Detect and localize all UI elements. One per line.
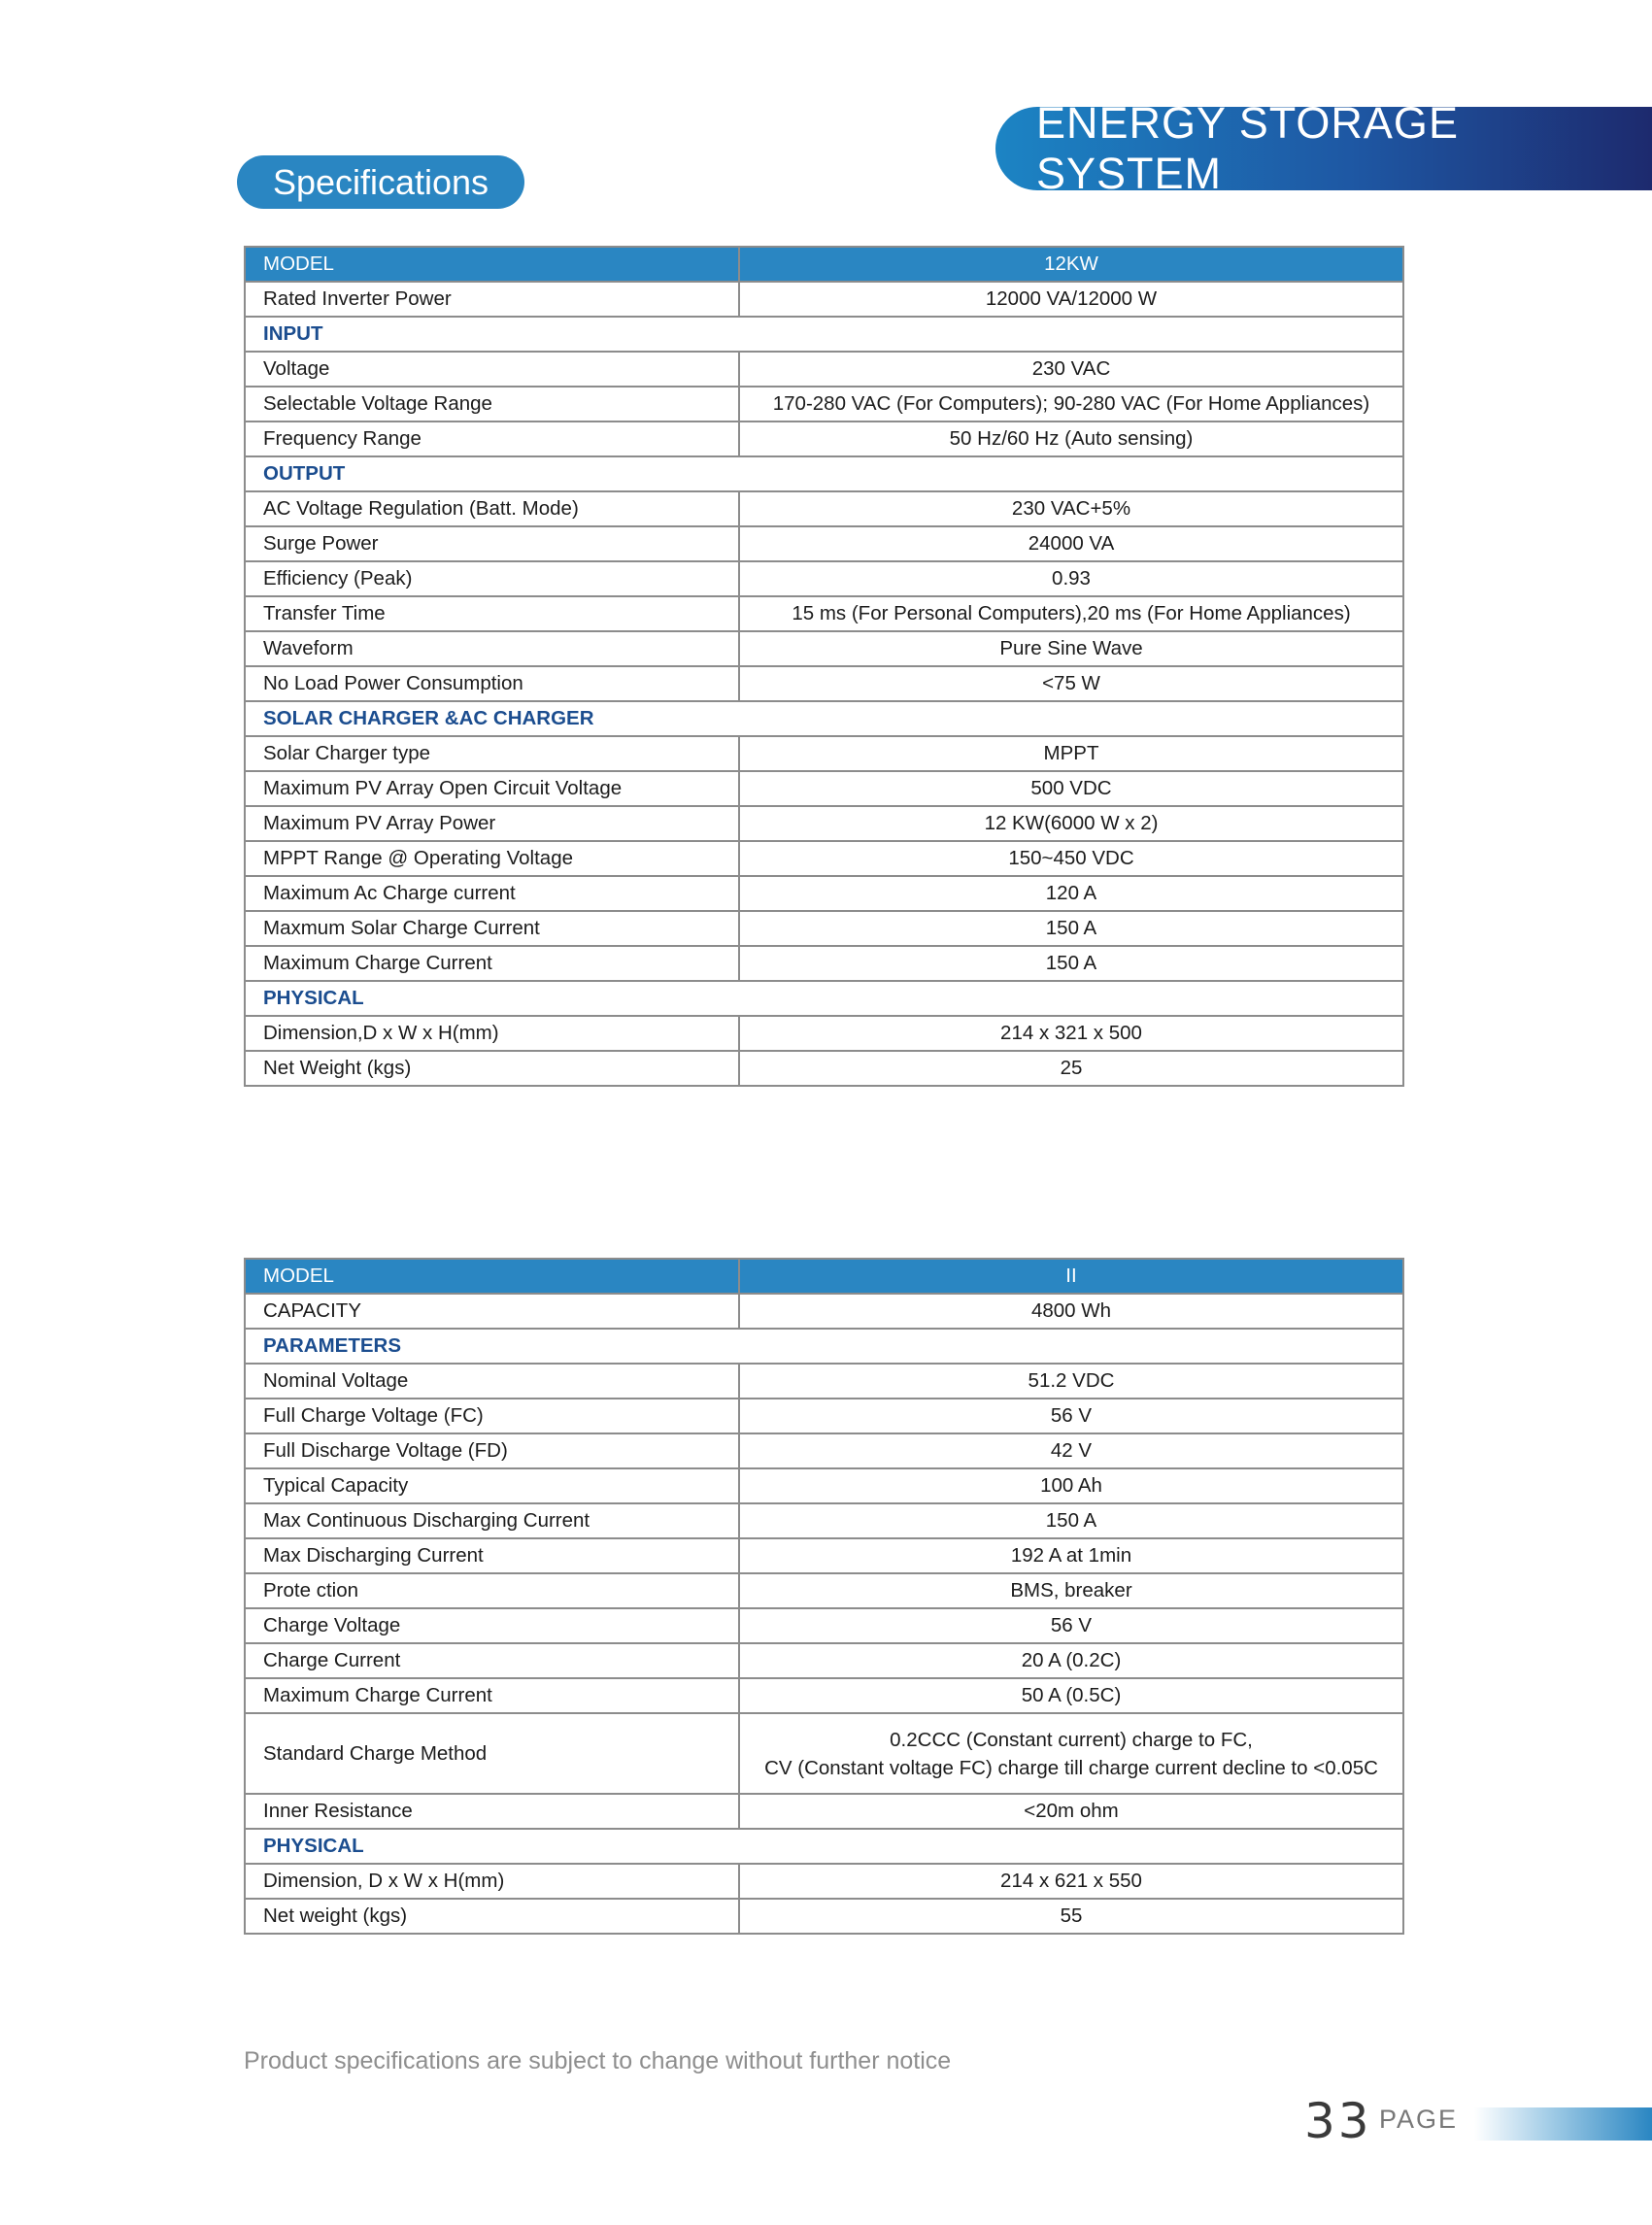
model-header-row bbox=[245, 1259, 1403, 1294]
spec-label: Net weight (kgs) bbox=[245, 1899, 739, 1934]
spec-value: 55 bbox=[739, 1899, 1403, 1934]
inverter-spec-table bbox=[244, 246, 1404, 1087]
section-header-row bbox=[245, 701, 1403, 736]
spec-label: Typical Capacity bbox=[245, 1468, 739, 1503]
spec-label: AC Voltage Regulation (Batt. Mode) bbox=[245, 491, 739, 526]
spec-value: 25 bbox=[739, 1051, 1403, 1086]
spec-value: 150 A bbox=[739, 1503, 1403, 1538]
spec-label: Maximum PV Array Open Circuit Voltage bbox=[245, 771, 739, 806]
spec-value-line: CV (Constant voltage FC) charge till charge current decline to <0.05C bbox=[764, 1756, 1378, 1779]
spec-label: MODEL bbox=[245, 247, 739, 282]
table-row bbox=[245, 1399, 1403, 1433]
spec-label: Inner Resistance bbox=[245, 1794, 739, 1829]
spec-value: 500 VDC bbox=[739, 771, 1403, 806]
table-row bbox=[245, 1794, 1403, 1829]
spec-value: 120 A bbox=[739, 876, 1403, 911]
table-row bbox=[245, 841, 1403, 876]
spec-label: MPPT Range @ Operating Voltage bbox=[245, 841, 739, 876]
spec-value-multiline bbox=[739, 1713, 1403, 1794]
disclaimer-note: Product specifications are subject to change without further notice bbox=[244, 2047, 952, 2074]
table-row bbox=[245, 1678, 1403, 1713]
page-number: 33 bbox=[1304, 2093, 1372, 2149]
spec-value: 150 A bbox=[739, 911, 1403, 946]
spec-label: Full Discharge Voltage (FD) bbox=[245, 1433, 739, 1468]
table-row bbox=[245, 282, 1403, 317]
spec-label: Full Charge Voltage (FC) bbox=[245, 1399, 739, 1433]
table-row bbox=[245, 1538, 1403, 1573]
spec-label: Solar Charger type bbox=[245, 736, 739, 771]
spec-value: 170-280 VAC (For Computers); 90-280 VAC (For Home Appliances) bbox=[739, 387, 1403, 421]
table-row bbox=[245, 1899, 1403, 1934]
table-row bbox=[245, 806, 1403, 841]
spec-label: Charge Voltage bbox=[245, 1608, 739, 1643]
section-header-row bbox=[245, 1329, 1403, 1364]
spec-value: 51.2 VDC bbox=[739, 1364, 1403, 1399]
banner-title: ENERGY STORAGE SYSTEM bbox=[1036, 98, 1459, 198]
spec-value: 50 A (0.5C) bbox=[739, 1678, 1403, 1713]
spec-value: 230 VAC+5% bbox=[739, 491, 1403, 526]
spec-value: 214 x 621 x 550 bbox=[739, 1864, 1403, 1899]
spec-label: Selectable Voltage Range bbox=[245, 387, 739, 421]
table-row bbox=[245, 596, 1403, 631]
table-row bbox=[245, 631, 1403, 666]
table-row bbox=[245, 1294, 1403, 1329]
spec-value: 192 A at 1min bbox=[739, 1538, 1403, 1573]
spec-value: <75 W bbox=[739, 666, 1403, 701]
table-row bbox=[245, 1433, 1403, 1468]
spec-label: Waveform bbox=[245, 631, 739, 666]
table-row bbox=[245, 352, 1403, 387]
spec-label: Nominal Voltage bbox=[245, 1364, 739, 1399]
table-row bbox=[245, 1503, 1403, 1538]
spec-label: Max Continuous Discharging Current bbox=[245, 1503, 739, 1538]
table-row bbox=[245, 1573, 1403, 1608]
table-row bbox=[245, 1643, 1403, 1678]
spec-value-line: 0.2CCC (Constant current) charge to FC, bbox=[890, 1728, 1253, 1751]
spec-value: 150 A bbox=[739, 946, 1403, 981]
section-title: OUTPUT bbox=[245, 456, 1403, 491]
spec-value: 15 ms (For Personal Computers),20 ms (For Home Appliances) bbox=[739, 596, 1403, 631]
spec-value: 20 A (0.2C) bbox=[739, 1643, 1403, 1678]
section-label-text: Specifications bbox=[272, 161, 489, 202]
header-banner bbox=[995, 98, 1652, 198]
spec-label: CAPACITY bbox=[245, 1294, 739, 1329]
spec-value: 230 VAC bbox=[739, 352, 1403, 387]
table-row bbox=[245, 1016, 1403, 1051]
table-row bbox=[245, 876, 1403, 911]
spec-label: Maxmum Solar Charge Current bbox=[245, 911, 739, 946]
section-title: PHYSICAL bbox=[245, 1829, 1403, 1864]
spec-value: 150~450 VDC bbox=[739, 841, 1403, 876]
section-header-row bbox=[245, 317, 1403, 352]
spec-value: 12000 VA/12000 W bbox=[739, 282, 1403, 317]
spec-label: Surge Power bbox=[245, 526, 739, 561]
spec-label: MODEL bbox=[245, 1259, 739, 1294]
table-row bbox=[245, 491, 1403, 526]
section-title: INPUT bbox=[245, 317, 1403, 352]
table-row bbox=[245, 387, 1403, 421]
spec-label: Efficiency (Peak) bbox=[245, 561, 739, 596]
spec-label: Maximum Ac Charge current bbox=[245, 876, 739, 911]
spec-value: 12KW bbox=[739, 247, 1403, 282]
section-header-row bbox=[245, 456, 1403, 491]
table-row bbox=[245, 1364, 1403, 1399]
table-row bbox=[245, 911, 1403, 946]
model-header-row bbox=[245, 247, 1403, 282]
spec-label: Maximum Charge Current bbox=[245, 946, 739, 981]
spec-value: 42 V bbox=[739, 1433, 1403, 1468]
page-gradient-bar bbox=[1474, 2107, 1652, 2141]
specifications-label bbox=[237, 155, 524, 209]
spec-value: 4800 Wh bbox=[739, 1294, 1403, 1329]
table-row bbox=[245, 736, 1403, 771]
spec-label: Prote ction bbox=[245, 1573, 739, 1608]
page-label: PAGE bbox=[1379, 2105, 1459, 2134]
spec-label: Maximum PV Array Power bbox=[245, 806, 739, 841]
spec-label: Maximum Charge Current bbox=[245, 1678, 739, 1713]
table-row bbox=[245, 1713, 1403, 1794]
table-row bbox=[245, 771, 1403, 806]
spec-label: Transfer Time bbox=[245, 596, 739, 631]
spec-value: 12 KW(6000 W x 2) bbox=[739, 806, 1403, 841]
spec-value: 56 V bbox=[739, 1399, 1403, 1433]
table-row bbox=[245, 1864, 1403, 1899]
spec-value: 24000 VA bbox=[739, 526, 1403, 561]
section-header-row bbox=[245, 1829, 1403, 1864]
spec-value: II bbox=[739, 1259, 1403, 1294]
spec-value: MPPT bbox=[739, 736, 1403, 771]
table-row bbox=[245, 526, 1403, 561]
spec-label: Rated Inverter Power bbox=[245, 282, 739, 317]
table-row bbox=[245, 946, 1403, 981]
spec-label: Dimension,D x W x H(mm) bbox=[245, 1016, 739, 1051]
section-title: SOLAR CHARGER &AC CHARGER bbox=[245, 701, 1403, 736]
section-header-row bbox=[245, 981, 1403, 1016]
spec-value: BMS, breaker bbox=[739, 1573, 1403, 1608]
spec-label: Voltage bbox=[245, 352, 739, 387]
table-row bbox=[245, 561, 1403, 596]
spec-label: Standard Charge Method bbox=[245, 1713, 739, 1794]
table-row bbox=[245, 1468, 1403, 1503]
spec-value: 56 V bbox=[739, 1608, 1403, 1643]
spec-value: 100 Ah bbox=[739, 1468, 1403, 1503]
spec-label: Charge Current bbox=[245, 1643, 739, 1678]
table-row bbox=[245, 1051, 1403, 1086]
section-title: PARAMETERS bbox=[245, 1329, 1403, 1364]
section-title: PHYSICAL bbox=[245, 981, 1403, 1016]
table-row bbox=[245, 1608, 1403, 1643]
spec-label: Frequency Range bbox=[245, 421, 739, 456]
spec-value: <20m ohm bbox=[739, 1794, 1403, 1829]
spec-label: No Load Power Consumption bbox=[245, 666, 739, 701]
spec-label: Dimension, D x W x H(mm) bbox=[245, 1864, 739, 1899]
battery-spec-table bbox=[244, 1258, 1404, 1935]
table-row bbox=[245, 421, 1403, 456]
spec-value: 50 Hz/60 Hz (Auto sensing) bbox=[739, 421, 1403, 456]
spec-label: Net Weight (kgs) bbox=[245, 1051, 739, 1086]
spec-value: 214 x 321 x 500 bbox=[739, 1016, 1403, 1051]
table-row bbox=[245, 666, 1403, 701]
spec-value: Pure Sine Wave bbox=[739, 631, 1403, 666]
spec-label: Max Discharging Current bbox=[245, 1538, 739, 1573]
spec-value: 0.93 bbox=[739, 561, 1403, 596]
